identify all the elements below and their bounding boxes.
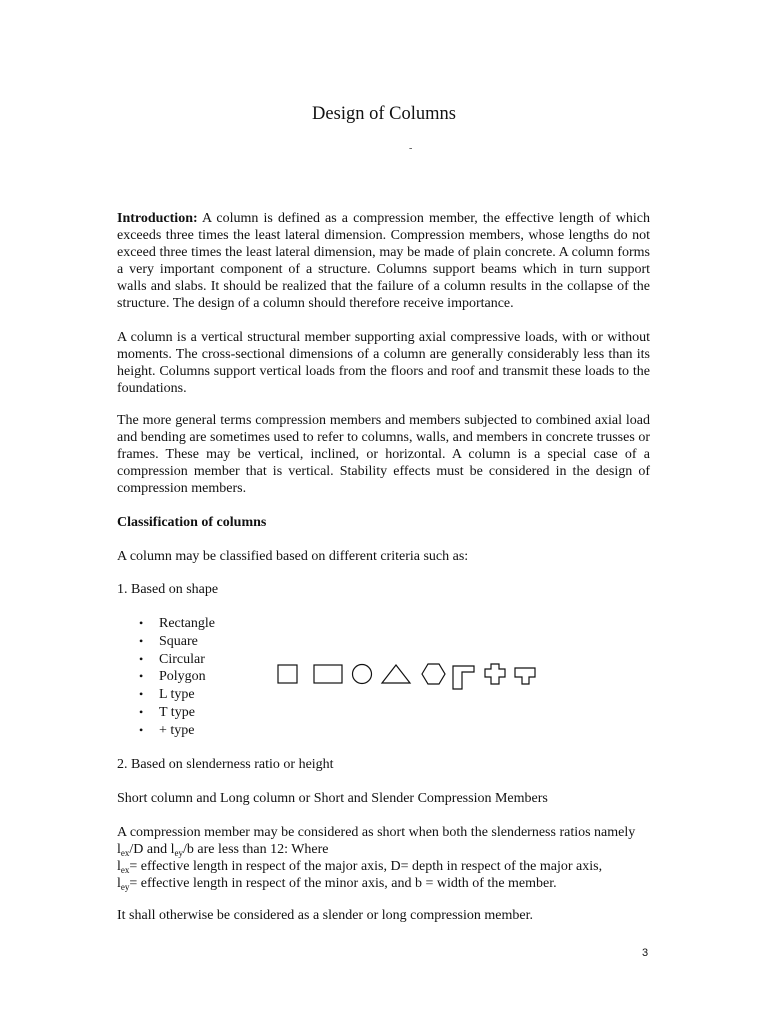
- list-item: • T type: [139, 704, 195, 720]
- compression-members-paragraph: The more general terms compression members and members subjected to combined axial load and bending are sometimes used to refer to columns, walls, and members in concrete trusses or frames. These may be vertical, inclined, or horizontal. A column is a special case of a compression member that is vertical. Stability effects must be considered in the design of compression members.: [117, 413, 650, 496]
- short-long-line: Short column and Long column or Short and Slender Compression Members: [117, 791, 548, 806]
- list-item: • + type: [139, 722, 195, 738]
- classification-heading: Classification of columns: [117, 515, 267, 530]
- shape-heading: 1. Based on shape: [117, 582, 219, 597]
- bullet: •: [139, 633, 144, 648]
- triangle-shape-icon: [382, 665, 410, 683]
- bullet: •: [139, 722, 144, 737]
- bullet: •: [139, 704, 144, 719]
- column-definition-paragraph: A column is a vertical structural member supporting axial compressive loads, with or without moments. The cross-sectional dimensions of a column are generally considerably less than its height. Columns support vertical loads from the floors and roof and transmit these loads to the foundations.: [117, 330, 650, 396]
- list-item: • L type: [139, 687, 195, 703]
- l-shape-icon: [453, 666, 474, 689]
- list-item: • Circular: [139, 651, 205, 667]
- slender-line-1: A compression member may be considered as short when both the slenderness ratios namely: [117, 825, 636, 840]
- hexagon-shape-icon: [422, 664, 445, 684]
- t-shape-icon: [515, 668, 535, 684]
- slender-line-4: $l_{ey}=$ effective length in respect of the minor axis, and b = width of the member.: [117, 876, 557, 892]
- intro-paragraph: [117, 211, 650, 312]
- bullet: •: [139, 687, 144, 702]
- plus-shape-icon: [485, 664, 505, 684]
- closing-line: It shall otherwise be considered as a slender or long compression member.: [117, 908, 533, 923]
- bullet: •: [139, 651, 144, 666]
- slender-line-2: $l_{ex}/D$ and $l_{ey}/b$ are less than 12: Where: [117, 842, 329, 858]
- bullet: •: [139, 669, 144, 684]
- square-shape-icon: [278, 665, 297, 683]
- list-item: • Polygon: [139, 669, 206, 685]
- list-item: • Rectangle: [139, 616, 215, 631]
- shape-list: [117, 615, 215, 740]
- bullet: •: [139, 616, 144, 630]
- intro-label: Introduction:: [117, 211, 198, 226]
- intro-text: A column is defined as a compression member, the effective length of which exceeds three times the least lateral dimension. Compression members, whose lengths do not exceed three times the least lateral dimension, may be made of plain concrete. A column forms a very important component of a structure. Columns support beams which in turn support walls and slabs. It should be realized that the failure of a column results in the collapse of the structure. The design of a column should therefore receive importance.: [117, 211, 650, 311]
- classification-intro: A column may be classified based on different criteria such as:: [117, 549, 469, 564]
- list-item: • Square: [139, 633, 198, 649]
- page-number: 3: [642, 947, 649, 959]
- slenderness-heading: 2. Based on slenderness ratio or height: [117, 757, 334, 772]
- title-mark: -: [409, 143, 413, 154]
- rectangle-shape-icon: [314, 665, 342, 683]
- column-shapes-figure: [270, 658, 550, 694]
- slender-line-3: $l_{ex}=$ effective length in respect of the major axis, D= depth in respect of the major axis,: [117, 859, 603, 875]
- page-title: Design of Columns: [312, 104, 456, 124]
- circle-shape-icon: [353, 665, 372, 684]
